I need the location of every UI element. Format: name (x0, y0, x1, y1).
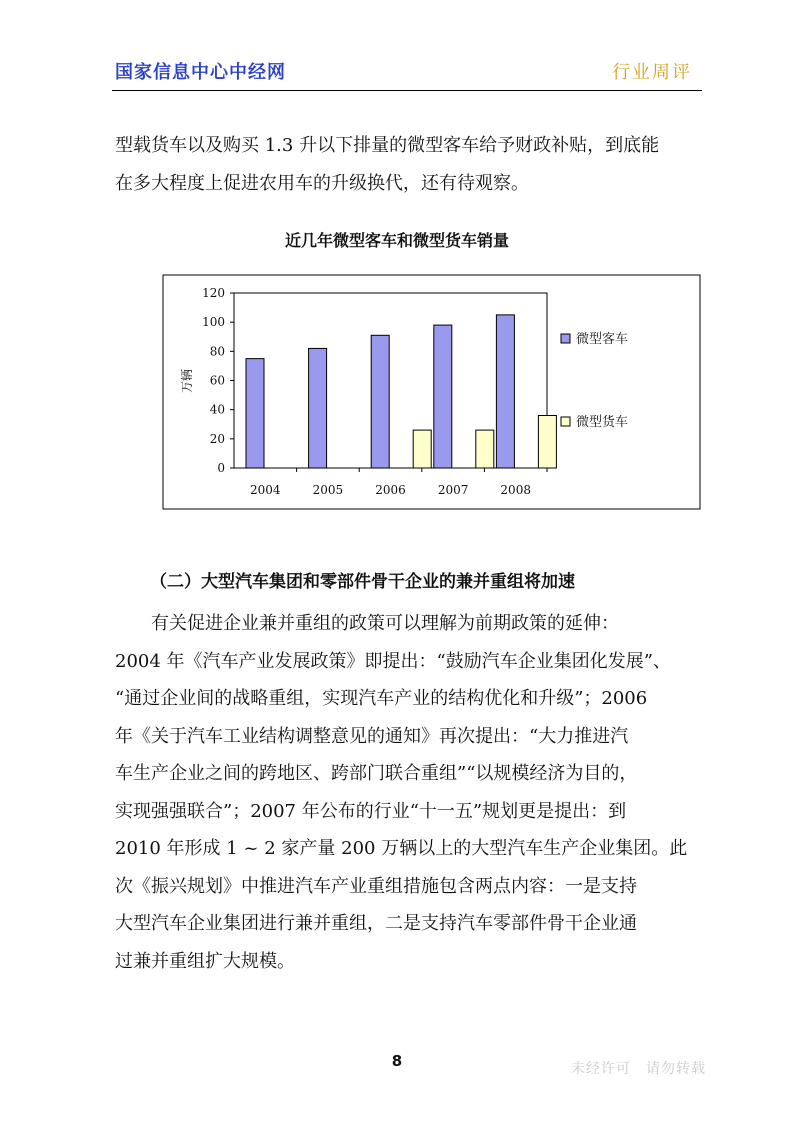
header-section-title: 行业周评 (612, 62, 692, 83)
body-paragraph (115, 605, 700, 980)
y-axis-label: 万辆 (180, 368, 194, 394)
x-tick-label: 2005 (312, 483, 344, 497)
text-line: 2004 年《汽车产业发展政策》即提出：“鼓励汽车企业集团化发展”、 (115, 650, 671, 672)
x-tick-label: 2008 (500, 483, 531, 497)
text-line: 型载货车以及购买 1.3 升以下排量的微型客车给予财政补贴，到底能 (115, 135, 660, 156)
legend-label: 微型货车 (576, 415, 629, 430)
y-tick-label: 100 (202, 315, 225, 330)
legend-label: 微型客车 (576, 332, 629, 347)
legend-swatch (561, 334, 570, 343)
y-tick-label: 0 (217, 461, 225, 475)
text-line: “通过企业间的战略重组，实现汽车产业的结构优化和升级”；2006 (115, 688, 648, 709)
text-line: 车生产企业之间的跨地区、跨部门联合重组”“以规模经济为目的， (115, 763, 638, 784)
bar-micro-truck (413, 430, 431, 468)
bar-micro-passenger (309, 348, 327, 468)
text-line: 年《关于汽车工业结构调整意见的通知》再次提出：“大力推进汽 (115, 725, 629, 747)
y-tick-label: 80 (209, 344, 225, 359)
bar-micro-truck (476, 430, 494, 468)
y-tick-label: 60 (209, 373, 225, 388)
header-site-title: 国家信息中心中经网 (115, 62, 286, 83)
text-line: 有关促进企业兼并重组的政策可以理解为前期政策的延伸： (151, 613, 619, 634)
bar-micro-passenger (496, 315, 514, 468)
section-heading: （二）大型汽车集团和零部件骨干企业的兼并重组将加速 (150, 572, 575, 592)
text-line: 大型汽车企业集团进行兼并重组，二是支持汽车零部件骨干企业通 (115, 913, 637, 934)
chart-title: 近几年微型客车和微型货车销量 (284, 231, 509, 250)
text-line: 在多大程度上促进农用车的升级换代，还有待观察。 (115, 172, 529, 194)
y-tick-label: 120 (202, 286, 225, 300)
x-tick-label: 2006 (375, 483, 406, 497)
bar-micro-passenger (246, 359, 264, 468)
text-line: 实现强强联合”；2007 年公布的行业“十一五”规划更是提出：到 (115, 800, 627, 822)
y-tick-label: 20 (209, 431, 225, 446)
legend-swatch (561, 417, 570, 426)
x-tick-label: 2007 (437, 483, 469, 497)
bar-micro-truck (538, 416, 556, 469)
bar-micro-passenger (371, 335, 389, 468)
y-tick-label: 40 (209, 402, 225, 417)
text-line: 次《振兴规划》中推进汽车产业重组措施包含两点内容：一是支持 (115, 875, 637, 897)
x-tick-label: 2004 (250, 483, 281, 497)
bar-micro-passenger (434, 325, 452, 468)
text-line: 2010 年形成 1 ~ 2 家产量 200 万辆以上的大型汽车生产企业集团。此 (115, 838, 688, 859)
page-number: 8 (391, 1052, 403, 1070)
text-line: 过兼并重组扩大规模。 (115, 950, 295, 972)
watermark: 未经许可 请勿转载 (571, 1061, 706, 1077)
bar-chart (0, 0, 794, 540)
